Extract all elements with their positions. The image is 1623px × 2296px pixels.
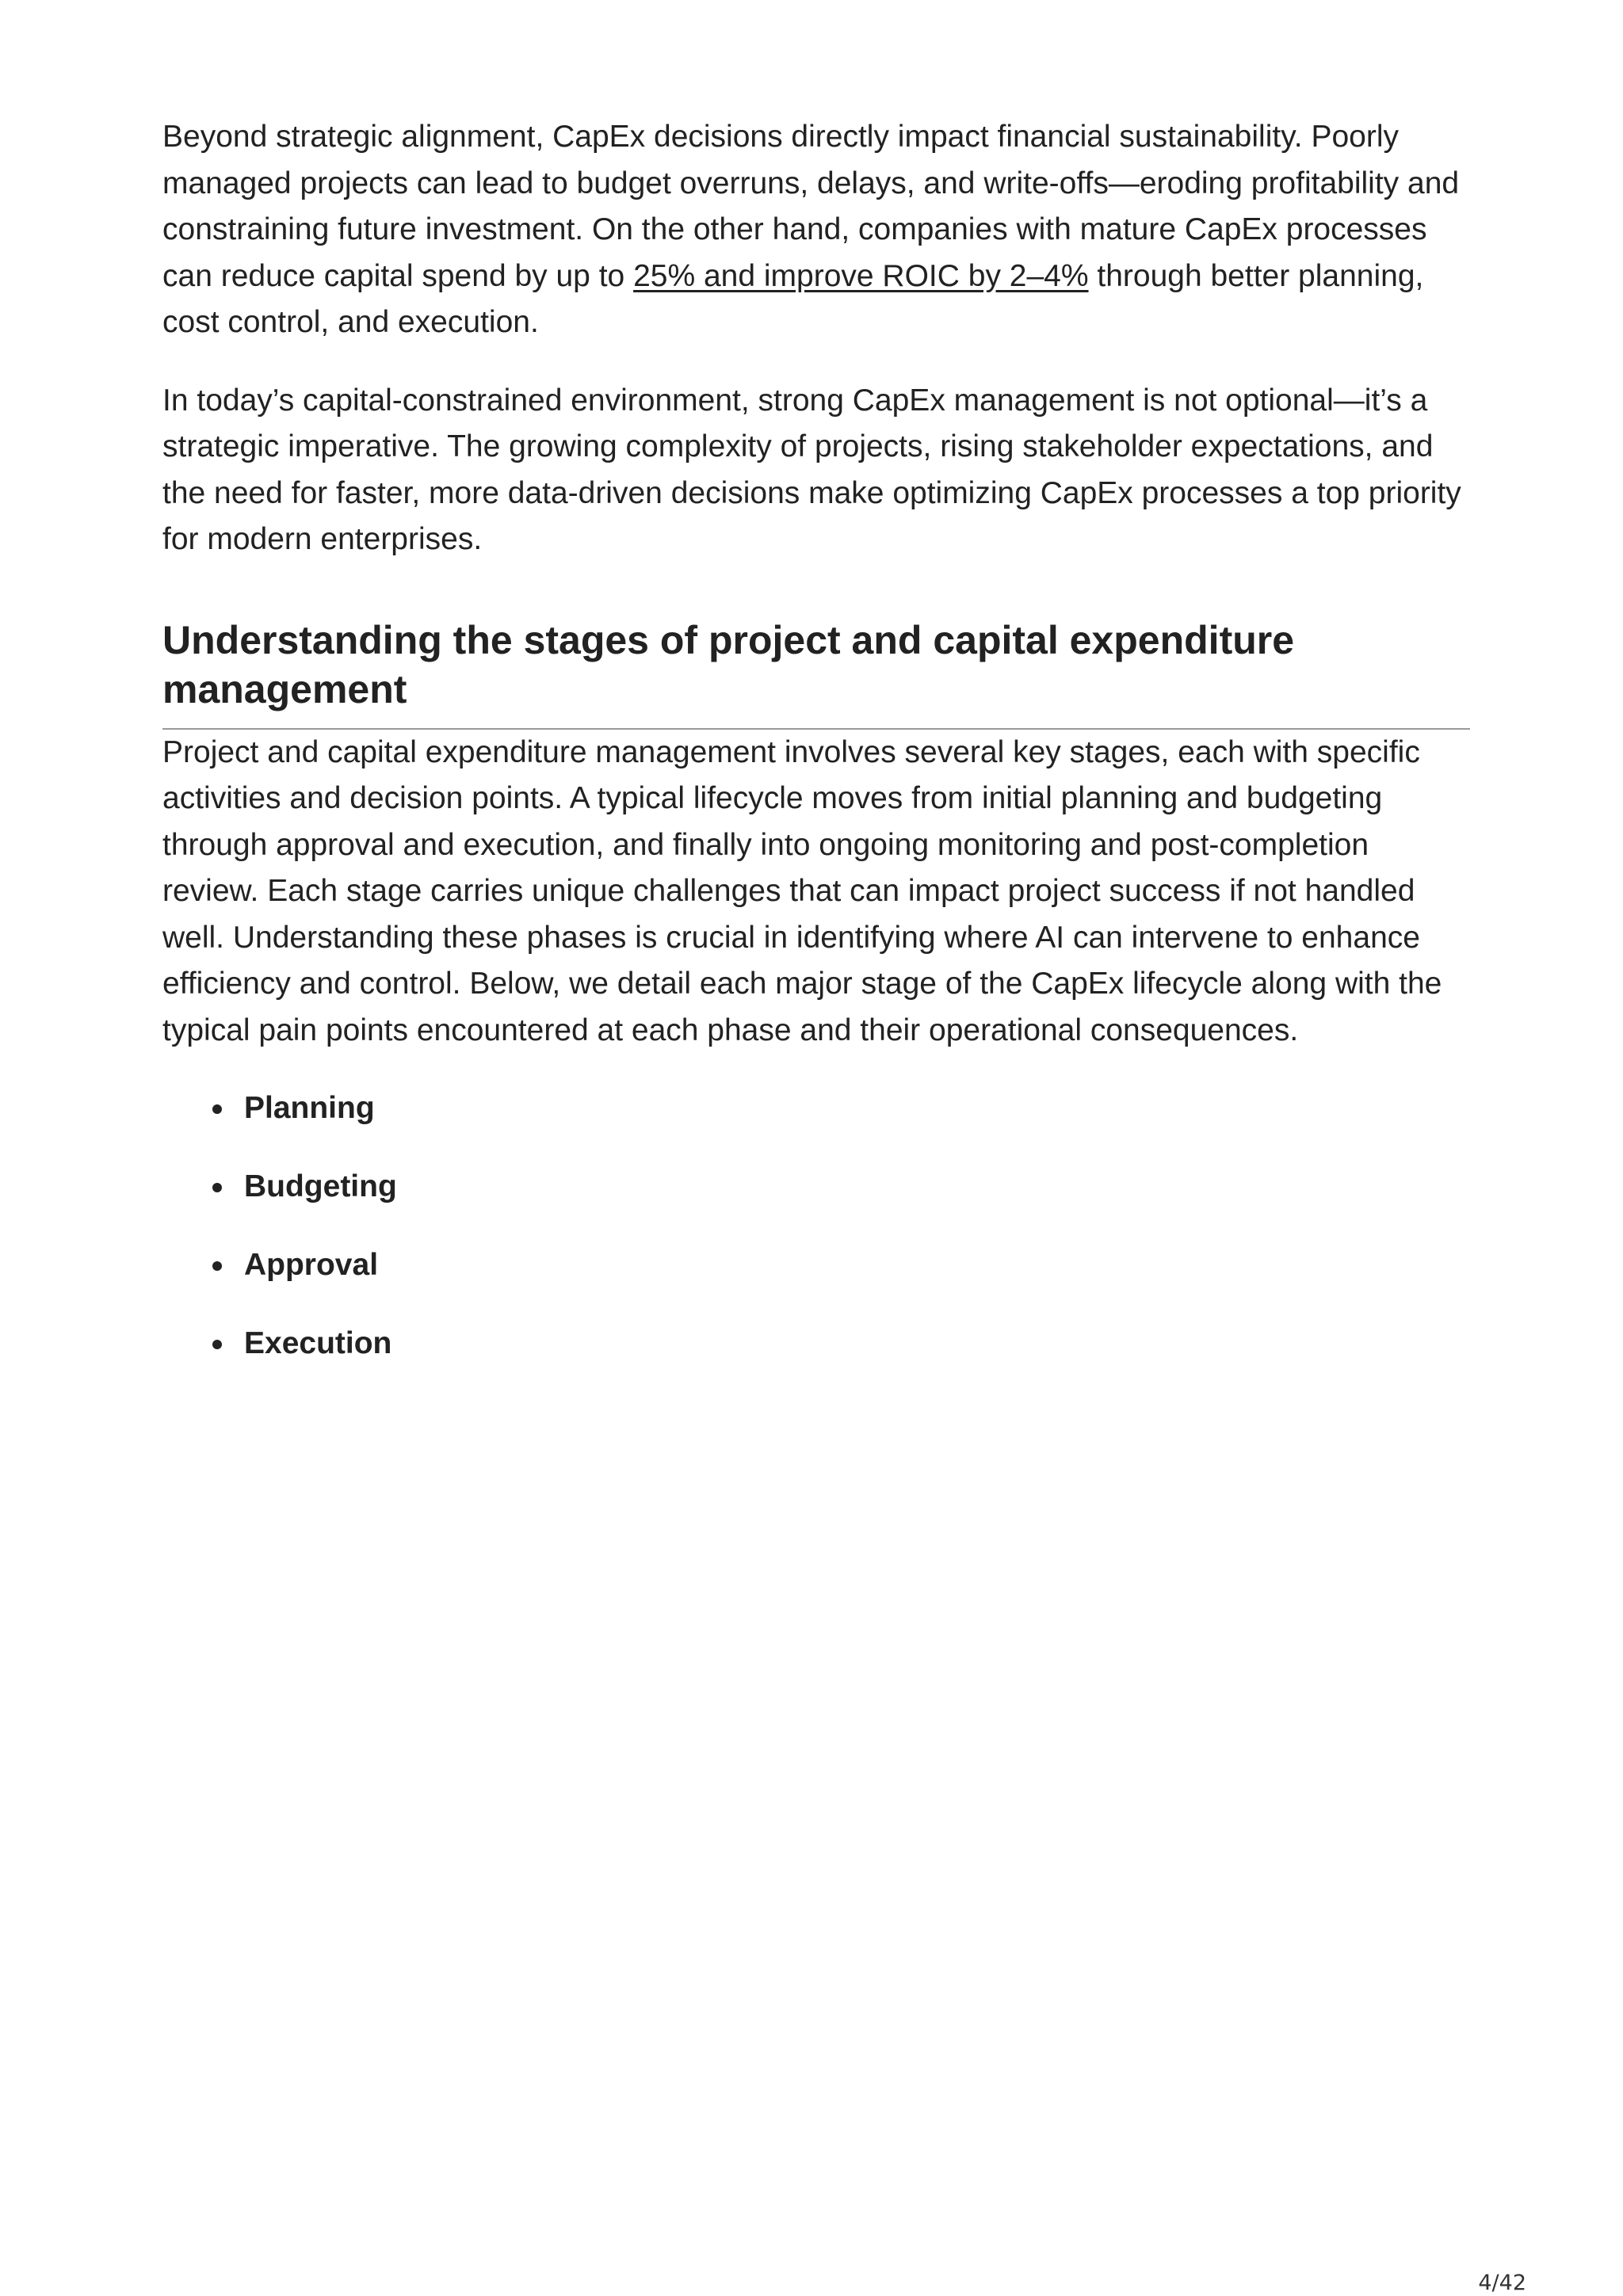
paragraph-financial-sustainability [162,114,1470,346]
stage-label: Budgeting [244,1169,397,1203]
section-heading: Understanding the stages of project and capital expenditure management [162,616,1470,730]
roic-link[interactable]: 25% and improve ROIC by 2–4% [633,258,1089,293]
bullet-icon [212,1340,222,1349]
paragraph-text: through better planning, cost control, and execution. [162,258,1424,339]
paragraph-stages-intro: Project and capital expenditure management involves several key stages, each with specific activities and decision points. A typical lifecycle moves from initial planning and budgeting through approval and execution, and finally into ongoing monitoring and post-completion review. Each stage carries unique challenges that can impact project success if not handled well. Understanding these phases is crucial in identifying where AI can intervene to enhance efficiency and control. Below, we detail each major stage of the CapEx lifecycle along with the typical pain points encountered at each phase and their operational consequences. [162,734,1442,1047]
bullet-icon [212,1183,222,1192]
list-item [244,1321,1470,1367]
stage-label: Approval [244,1248,379,1282]
stage-label: Execution [244,1326,392,1360]
bullet-icon [212,1104,222,1114]
page-number: 4/42 [1478,2271,1526,2295]
document-body [162,114,1470,1399]
paragraph-strategic-imperative: In today’s capital-constrained environment, strong CapEx management is not optional—it’s a strategic imperative. The growing complexity of projects, rising stakeholder expectations, and the need for faster, more data-driven decisions make optimizing CapEx processes a top priority for modern enterprises. [162,383,1461,556]
list-item [244,1085,1470,1131]
list-item [244,1164,1470,1210]
stage-label: Planning [244,1091,375,1125]
paragraph-text: Beyond strategic alignment, CapEx decisions directly impact financial sustainability. Poorly managed projects can lead to budget overruns, delays, and write-offs—eroding profitability and constraining future investment. On the other hand, companies with mature CapEx processes can reduce capital spend by up to [162,120,1460,293]
list-item [244,1242,1470,1288]
stages-list [162,1085,1470,1367]
bullet-icon [212,1261,222,1271]
